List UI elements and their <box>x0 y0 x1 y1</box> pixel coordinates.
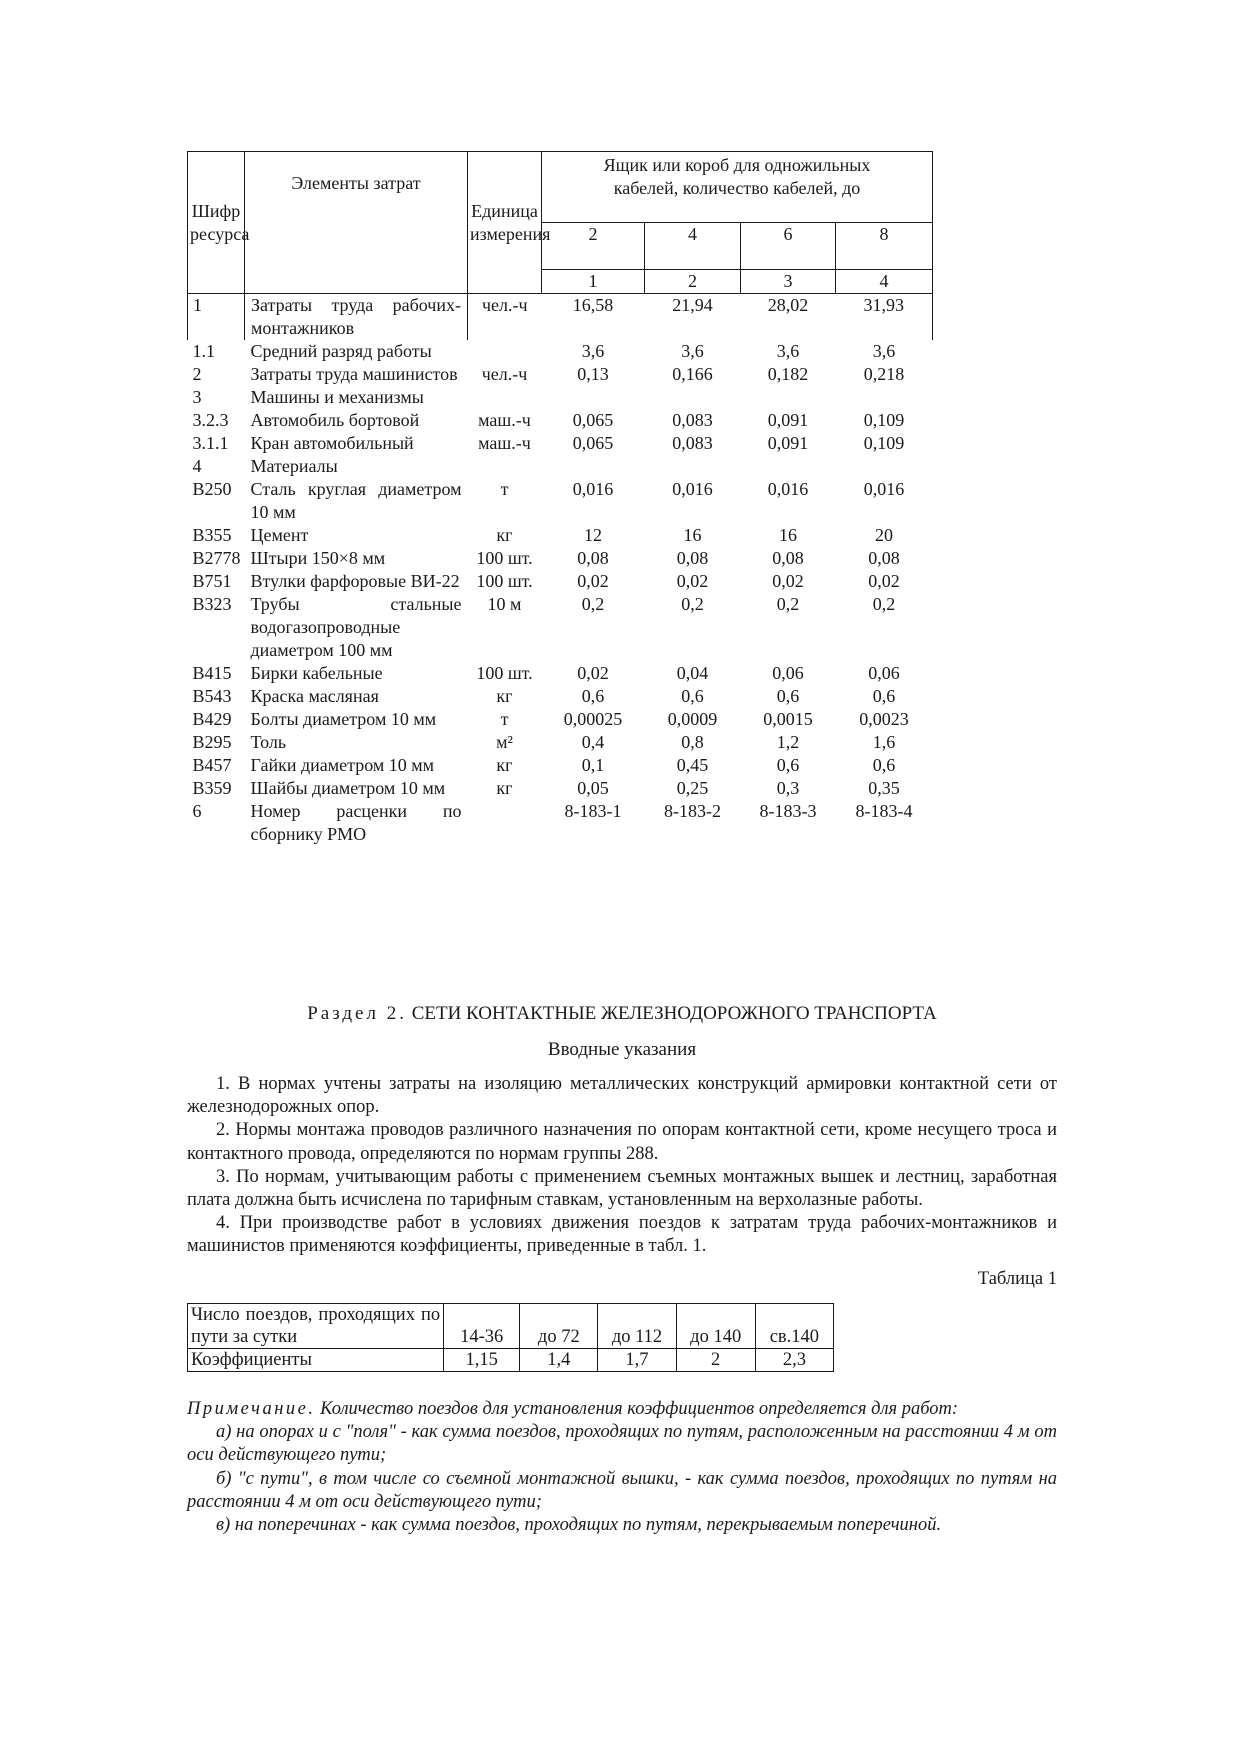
intro-paragraphs <box>187 1073 1057 1259</box>
unit: кг <box>496 686 513 706</box>
cost-element: Сталь круглая диаметром 10 мм <box>250 479 462 522</box>
resource-code: В457 <box>192 755 232 775</box>
value-cell: 8-183-3 <box>759 801 817 821</box>
value-cell: 0,3 <box>776 778 800 798</box>
resource-code: 3 <box>192 387 202 407</box>
cost-element: Толь <box>250 732 287 752</box>
value-cell: 0,2 <box>581 594 605 614</box>
value-cell: 0,182 <box>767 364 809 384</box>
section-title <box>187 1002 1057 1025</box>
value-cell: 0,04 <box>676 663 709 683</box>
value-cell: 0,016 <box>767 479 809 499</box>
value-cell: 1,2 <box>776 732 800 752</box>
unit: маш.-ч <box>478 433 531 453</box>
value-cell: 8-183-4 <box>855 801 913 821</box>
cost-element: Болты диаметром 10 мм <box>250 709 437 729</box>
table1-caption: Таблица 1 <box>977 1269 1057 1289</box>
table-row <box>188 570 933 593</box>
coefficient-table <box>187 1303 834 1372</box>
header-count: 4 <box>645 223 741 270</box>
value-cell: 0,016 <box>863 479 905 499</box>
value-cell: 0,0015 <box>763 709 813 729</box>
value-cell: 0,1 <box>581 755 605 775</box>
intro-title: Вводные указания <box>547 1039 697 1060</box>
unit <box>468 340 542 363</box>
table-row <box>188 800 933 846</box>
resource-code: В250 <box>192 479 232 499</box>
resource-code: 3.1.1 <box>192 433 229 453</box>
cost-element: Краска масляная <box>250 686 379 706</box>
value-cell: 1,6 <box>872 732 896 752</box>
note-item: а) на опорах и с "поля" - как сумма поездов, проходящих по путям, расположенным на расстоянии 4 м от оси действующего пути; <box>187 1422 1057 1466</box>
unit: кг <box>496 755 513 775</box>
value-cell: 0,0023 <box>859 709 909 729</box>
resource-code: В323 <box>192 594 232 614</box>
cost-element: Средний разряд работы <box>250 341 432 361</box>
cost-element: Гайки диаметром 10 мм <box>250 755 435 775</box>
value-cell: 16,58 <box>542 294 645 341</box>
cost-element: Трубы стальные водогазопроводные диаметром 100 мм <box>250 594 462 660</box>
header-col-num: 2 <box>645 270 741 294</box>
value-cell: 0,2 <box>872 594 896 614</box>
value-cell: 0,6 <box>872 686 896 706</box>
value-cell: 0,083 <box>672 433 713 453</box>
table-row <box>188 363 933 386</box>
value-cell <box>542 386 645 409</box>
unit <box>468 455 542 478</box>
unit: чел.-ч <box>481 364 528 384</box>
cost-element: Кран автомобильный <box>250 433 414 453</box>
value-cell: 8-183-1 <box>564 801 622 821</box>
value-cell: 0,25 <box>676 778 709 798</box>
table-row <box>188 593 933 662</box>
resource-code: 6 <box>192 801 202 821</box>
value-cell: 0,6 <box>776 686 800 706</box>
note-intro <box>187 1398 1057 1421</box>
resource-code: В2778 <box>192 548 241 568</box>
resource-code: В751 <box>192 571 232 591</box>
value-cell <box>741 455 836 478</box>
unit: м² <box>496 732 513 752</box>
trains-range: до 72 <box>520 1304 598 1349</box>
cost-element: Штыри 150×8 мм <box>250 548 386 568</box>
value-cell: 0,091 <box>767 433 809 453</box>
unit <box>468 800 542 846</box>
unit: т <box>500 479 509 499</box>
value-cell: 0,065 <box>572 410 614 430</box>
header-col-num: 3 <box>741 270 836 294</box>
cost-element: Материалы <box>250 456 338 476</box>
value-cell: 0,05 <box>577 778 609 798</box>
unit: чел.-ч <box>468 294 542 341</box>
intro-paragraph: 4. При производстве работ в условиях движения поездов к затратам труда рабочих-монтажников и машинистов применяются коэффициенты, приведенные в табл. 1. <box>187 1213 1057 1257</box>
table-row <box>188 478 933 524</box>
value-cell: 0,08 <box>868 548 900 568</box>
value-cell: 0,35 <box>868 778 900 798</box>
coefficient-value: 1,15 <box>444 1349 520 1372</box>
table-row <box>188 685 933 708</box>
value-cell: 0,109 <box>863 433 905 453</box>
resource-code: 1.1 <box>192 341 215 361</box>
value-cell: 0,6 <box>681 686 704 706</box>
resource-code: В415 <box>192 663 232 683</box>
cost-element: Автомобиль бортовой <box>250 410 420 430</box>
value-cell: 0,109 <box>863 410 905 430</box>
header-count: 8 <box>836 223 933 270</box>
note-item: б) "с пути", в том числе со съемной монтажной вышки, - как сумма поездов, проходящих по путям на расстоянии 4 м от оси действующего пути; <box>187 1468 1057 1512</box>
value-cell: 0,02 <box>577 663 609 683</box>
value-cell: 0,08 <box>676 548 709 568</box>
resource-code: В355 <box>192 525 232 545</box>
table-row <box>188 432 933 455</box>
table-row <box>188 731 933 754</box>
coefficient-value: 2,3 <box>755 1349 833 1372</box>
resource-code: 2 <box>192 364 202 384</box>
unit: 100 шт. <box>476 663 533 683</box>
header-col-num: 1 <box>542 270 645 294</box>
header-group: Ящик или короб для одножильных кабелей, количество кабелей, до <box>542 152 933 223</box>
value-cell: 0,02 <box>868 571 900 591</box>
value-cell <box>836 455 933 478</box>
trains-range: до 140 <box>676 1304 755 1349</box>
resource-code: 3.2.3 <box>192 410 229 430</box>
value-cell: 0,6 <box>581 686 605 706</box>
value-cell: 0,08 <box>577 548 609 568</box>
value-cell: 0,218 <box>863 364 905 384</box>
value-cell: 0,00025 <box>563 709 623 729</box>
header-unit: Единица измерения <box>468 152 542 294</box>
value-cell: 21,94 <box>645 294 741 341</box>
table-row <box>188 547 933 570</box>
intro-paragraph: 3. По нормам, учитывающим работы с применением съемных монтажных вышек и лестниц, заработная плата должна быть исчислена по тарифным ставкам, установленным на верхолазные работы. <box>187 1166 1057 1211</box>
value-cell: 0,6 <box>872 755 896 775</box>
value-cell: 0,13 <box>577 364 609 384</box>
table-row <box>188 455 933 478</box>
coefficient-value: 2 <box>676 1349 755 1372</box>
note <box>187 1398 1057 1537</box>
trains-range: 14-36 <box>444 1304 520 1349</box>
value-cell: 0,2 <box>681 594 704 614</box>
trains-range: до 112 <box>598 1304 676 1349</box>
resource-code: В295 <box>192 732 232 752</box>
unit: кг <box>496 778 513 798</box>
value-cell: 0,06 <box>868 663 900 683</box>
trains-range: св.140 <box>755 1304 833 1349</box>
resource-code: 4 <box>192 456 202 476</box>
value-cell: 0,2 <box>776 594 800 614</box>
value-cell: 0,065 <box>572 433 614 453</box>
value-cell: 0,091 <box>767 410 809 430</box>
trains-label: Число поездов, проходящих по пути за сутки <box>188 1304 444 1349</box>
unit: 100 шт. <box>476 548 533 568</box>
table-row <box>188 777 933 800</box>
resource-code: В429 <box>192 709 232 729</box>
resource-table-body <box>188 294 933 847</box>
unit <box>468 386 542 409</box>
coefficient-value: 1,7 <box>598 1349 676 1372</box>
resource-table <box>187 151 933 846</box>
note-label: Примечание. <box>187 1399 316 1419</box>
unit: маш.-ч <box>478 410 531 430</box>
value-cell: 0,6 <box>776 755 800 775</box>
table-row <box>188 708 933 731</box>
table-row <box>188 294 933 341</box>
table-row <box>188 340 933 363</box>
value-cell: 0,4 <box>581 732 605 752</box>
value-cell: 12 <box>584 525 602 545</box>
cost-element: Шайбы диаметром 10 мм <box>250 778 446 798</box>
value-cell: 0,083 <box>672 410 713 430</box>
value-cell: 0,02 <box>577 571 609 591</box>
intro-paragraph: 1. В нормах учтены затраты на изоляцию металлических конструкций армировки контактной сети от железнодорожных опор. <box>187 1074 1057 1118</box>
value-cell: 28,02 <box>741 294 836 341</box>
cost-element: Бирки кабельные <box>250 663 383 683</box>
table-row <box>188 524 933 547</box>
intro-paragraph: 2. Нормы монтажа проводов различного назначения по опорам контактной сети, кроме несущего троса и контактного провода, определяются по нормам группы 288. <box>187 1120 1057 1164</box>
value-cell: 20 <box>875 525 893 545</box>
resource-table-header <box>188 152 933 294</box>
value-cell <box>645 386 741 409</box>
coefficients-label: Коэффициенты <box>188 1349 444 1372</box>
value-cell: 0,02 <box>772 571 804 591</box>
value-cell <box>741 386 836 409</box>
value-cell: 3,6 <box>776 341 800 361</box>
value-cell: 3,6 <box>681 341 704 361</box>
unit: кг <box>496 525 513 545</box>
value-cell: 0,0009 <box>667 709 718 729</box>
cost-element: Машины и механизмы <box>250 387 424 407</box>
value-cell: 31,93 <box>836 294 933 341</box>
value-cell: 0,016 <box>672 479 713 499</box>
value-cell: 16 <box>683 525 702 545</box>
table-row <box>188 754 933 777</box>
header-count: 2 <box>542 223 645 270</box>
unit: т <box>500 709 509 729</box>
cost-element: Затраты труда машинистов <box>250 364 458 384</box>
value-cell <box>836 386 933 409</box>
table-row <box>188 386 933 409</box>
value-cell <box>645 455 741 478</box>
value-cell: 0,166 <box>672 364 713 384</box>
value-cell: 8-183-2 <box>664 801 721 821</box>
value-cell: 16 <box>779 525 797 545</box>
cost-element: Втулки фарфоровые ВИ-22 <box>250 571 460 591</box>
header-name: Элементы затрат <box>245 152 468 294</box>
value-cell: 3,6 <box>581 341 605 361</box>
cost-element: Цемент <box>250 525 309 545</box>
value-cell: 0,8 <box>681 732 704 752</box>
coefficient-value: 1,4 <box>520 1349 598 1372</box>
section-label: Раздел 2. <box>307 1003 407 1024</box>
value-cell: 0,02 <box>676 571 709 591</box>
value-cell: 0,016 <box>572 479 614 499</box>
section-name: СЕТИ КОНТАКТНЫЕ ЖЕЛЕЗНОДОРОЖНОГО ТРАНСПОРТА <box>411 1003 937 1024</box>
header-count: 6 <box>741 223 836 270</box>
value-cell: 0,45 <box>676 755 709 775</box>
value-cell <box>542 455 645 478</box>
cost-element: Номер расценки по сборнику РМО <box>250 801 462 844</box>
resource-code: В359 <box>192 778 232 798</box>
note-text: Количество поездов для установления коэффициентов определяется для работ: <box>320 1399 959 1419</box>
unit: 10 м <box>487 594 522 614</box>
note-item: в) на поперечинах - как сумма поездов, проходящих по путям, перекрываемым поперечиной. <box>216 1515 942 1536</box>
value-cell: 0,08 <box>772 548 804 568</box>
header-code: Шифр ресурса <box>188 152 245 294</box>
table-row <box>188 409 933 432</box>
value-cell: 3,6 <box>872 341 896 361</box>
header-col-num: 4 <box>836 270 933 294</box>
cost-element: Затраты труда рабочих-монтажников <box>245 294 468 341</box>
table-row <box>188 662 933 685</box>
resource-code: В543 <box>192 686 232 706</box>
unit: 100 шт. <box>476 571 533 591</box>
resource-code: 1 <box>188 294 245 341</box>
value-cell: 0,06 <box>772 663 804 683</box>
